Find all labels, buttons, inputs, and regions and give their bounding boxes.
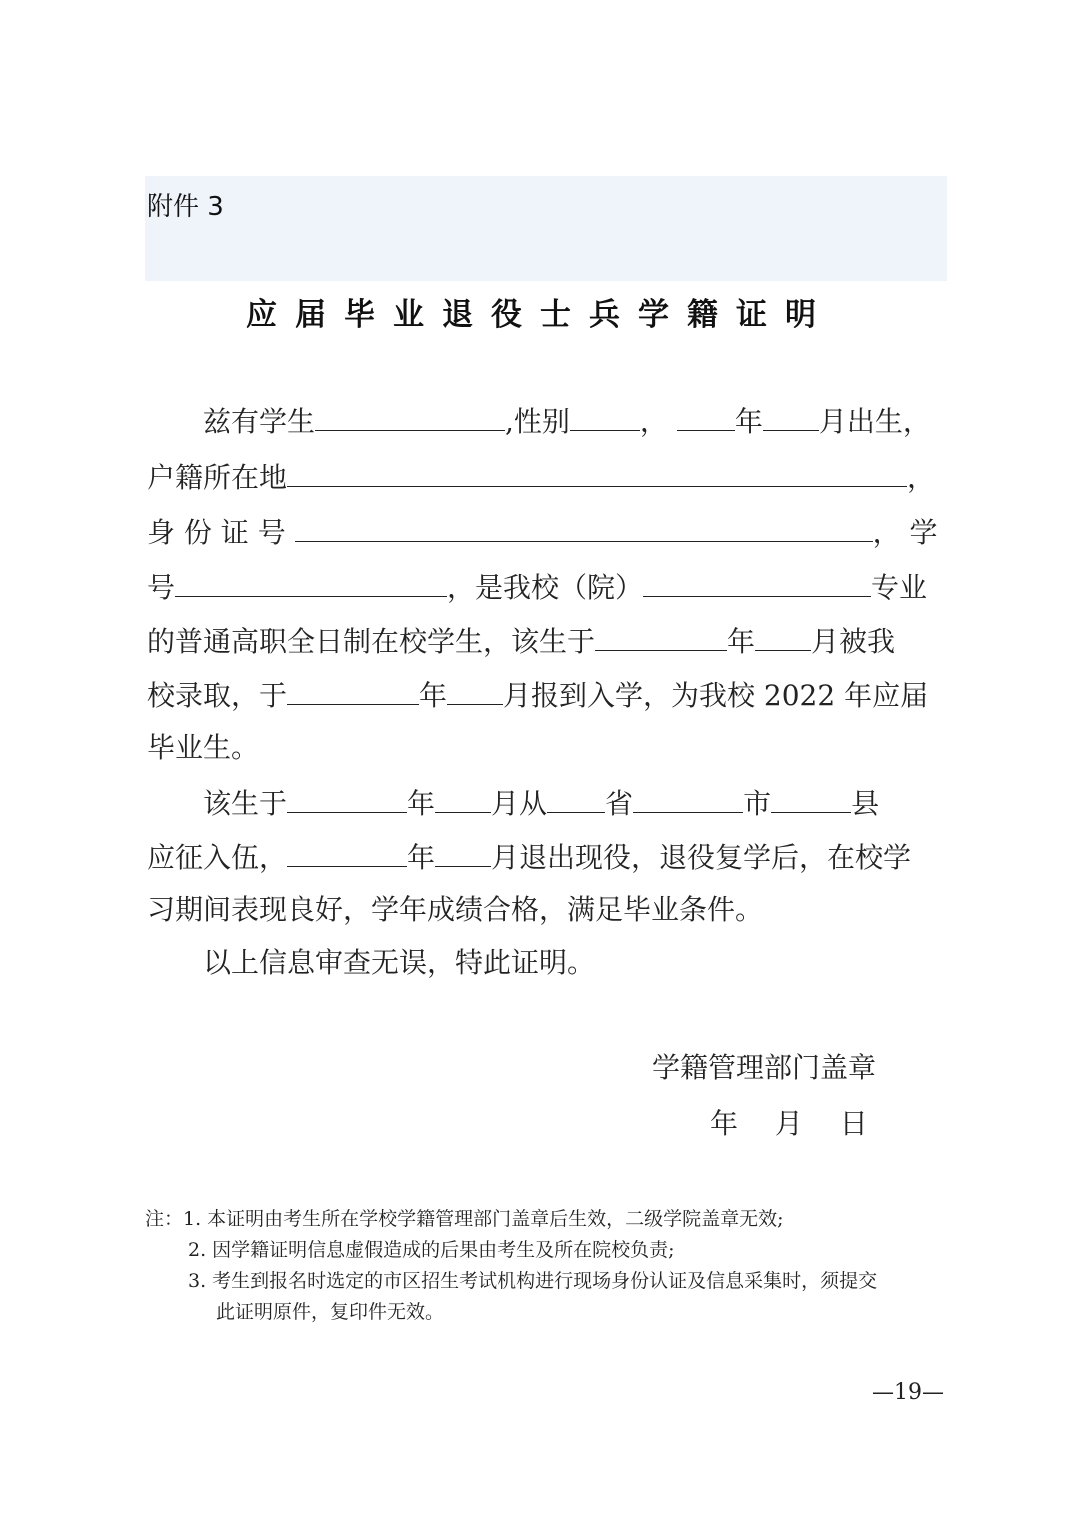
discharge-month-blank[interactable] <box>435 836 491 867</box>
text: ， <box>639 405 668 438</box>
note-2: 2. 因学籍证明信息虚假造成的后果由考生及所在院校负责; <box>188 1239 675 1261</box>
text: 月被我 <box>811 625 896 658</box>
note-1: 注：1. 本证明由考生所在学校学籍管理部门盖章后生效，二级学院盖章无效; <box>145 1208 784 1230</box>
county-blank[interactable] <box>771 782 851 813</box>
text: 户籍所在地 <box>147 461 288 494</box>
text: 市 <box>743 787 772 820</box>
birth-year-blank[interactable] <box>677 400 735 431</box>
stamp-label: 学籍管理部门盖章 <box>652 1051 877 1084</box>
body-line-6 <box>147 674 947 714</box>
text: 的普通高职全日制在校学生，该生于 <box>147 625 596 658</box>
text: 校录取，于 <box>147 679 288 712</box>
text: ， <box>907 461 936 494</box>
student-name-blank[interactable] <box>315 400 505 431</box>
text: 省 <box>605 787 634 820</box>
note-3: 3. 考生到报名时选定的市区招生考试机构进行现场身份认证及信息采集时，须提交 <box>188 1270 878 1292</box>
text: 月出生， <box>818 405 931 438</box>
date-label: 年 月 日 <box>710 1107 868 1140</box>
body-line-2 <box>147 456 947 496</box>
enroll-month-blank[interactable] <box>447 674 503 705</box>
text: 年 <box>407 787 436 820</box>
note-3-continued: 此证明原件，复印件无效。 <box>216 1301 445 1323</box>
text: 该生于 <box>203 787 288 820</box>
text: 兹有学生 <box>203 405 316 438</box>
enroll-year-blank[interactable] <box>287 674 419 705</box>
enlist-month-blank[interactable] <box>435 782 491 813</box>
birth-month-blank[interactable] <box>763 400 819 431</box>
page-number: —19— <box>872 1380 944 1405</box>
body-line-7: 毕业生。 <box>147 731 260 764</box>
text: 年 <box>734 405 763 438</box>
admission-year-blank[interactable] <box>595 620 727 651</box>
body-line-8 <box>147 782 1003 822</box>
text: ， 学 <box>872 516 938 549</box>
body-line-11: 以上信息审查无误，特此证明。 <box>203 946 596 979</box>
discharge-year-blank[interactable] <box>287 836 407 867</box>
body-line-9 <box>147 836 947 876</box>
text: 月报到入学，为我校 2022 年应届 <box>503 679 929 712</box>
student-number-blank[interactable] <box>175 566 447 597</box>
major-blank[interactable] <box>643 566 871 597</box>
body-line-5 <box>147 620 947 660</box>
gender-blank[interactable] <box>570 400 640 431</box>
text: 身 份 证 号 <box>147 516 286 549</box>
body-line-4 <box>147 566 947 606</box>
text: 月从 <box>491 787 548 820</box>
admission-month-blank[interactable] <box>755 620 811 651</box>
header-band <box>145 176 947 281</box>
city-blank[interactable] <box>633 782 743 813</box>
text: 月退出现役，退役复学后，在校学 <box>491 841 912 874</box>
body-line-10: 习期间表现良好，学年成绩合格，满足毕业条件。 <box>147 893 764 926</box>
text: 县 <box>851 787 880 820</box>
text: 应征入伍， <box>147 841 288 874</box>
text: 专业 <box>871 571 928 604</box>
household-registration-blank[interactable] <box>287 456 907 487</box>
text: ，是我校（院） <box>447 571 644 604</box>
id-number-blank[interactable] <box>295 511 873 542</box>
text: ,性别 <box>505 405 570 438</box>
province-blank[interactable] <box>547 782 605 813</box>
document-title: 应届毕业退役士兵学籍证明 <box>246 297 834 333</box>
text: 年 <box>407 841 436 874</box>
enlist-year-blank[interactable] <box>287 782 407 813</box>
text: 年 <box>419 679 448 712</box>
text: 年 <box>727 625 756 658</box>
body-line-3 <box>147 511 947 551</box>
body-line-1 <box>147 400 1003 440</box>
attachment-label: 附件 3 <box>147 192 224 222</box>
text: 号 <box>147 571 176 604</box>
